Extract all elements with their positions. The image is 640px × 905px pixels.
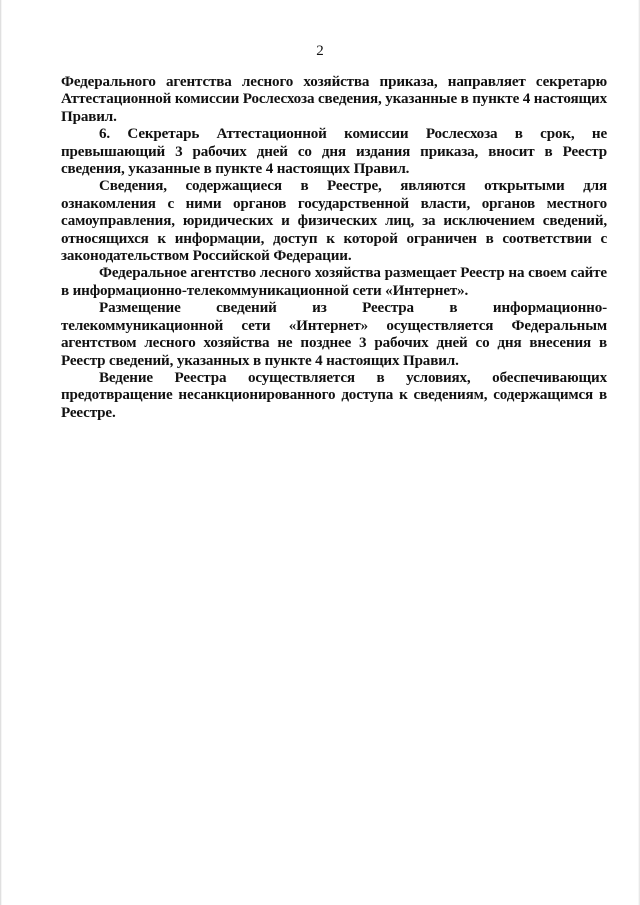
paragraph-continuation: Федерального агентства лесного хозяйства приказа, направляет секретарю Аттестационной комиссии Рослесхоза сведения, указанные в пункте 4 настоящих Правил. [61, 74, 607, 125]
page-number: 2 [316, 43, 324, 59]
document-body [61, 74, 607, 422]
paragraph-registry-website: Федеральное агентство лесного хозяйства размещает Реестр на своем сайте в информационно-телекоммуникационной сети «Интернет». [61, 265, 607, 299]
scan-shadow-left [0, 0, 2, 905]
paragraph-registry-access: Сведения, содержащиеся в Реестре, являются открытыми для ознакомления с ними органов государственной власти, органов местного самоуправления, юридических и физических лиц, за исключением сведений, относящихся к информации, доступ к которой ограничен в соответствии с законодательством Российской Федерации. [61, 178, 607, 265]
paragraph-registry-protection: Ведение Реестра осуществляется в условиях, обеспечивающих предотвращение несанкционированного доступа к сведениям, содержащимся в Реестре. [61, 369, 607, 421]
paragraph-item-6: 6. Секретарь Аттестационной комиссии Рослесхоза в срок, не превышающий 3 рабочих дней со дня издания приказа, вносит в Реестр сведения, указанные в пункте 4 настоящих Правил. [61, 126, 607, 178]
paragraph-registry-publication: Размещение сведений из Реестра в информационно-телекоммуникационной сети «Интернет» осуществляется Федеральным агентством лесного хозяйства не позднее 3 рабочих дней со дня внесения в Реестр сведений, указанных в пункте 4 настоящих Правил. [61, 300, 607, 369]
